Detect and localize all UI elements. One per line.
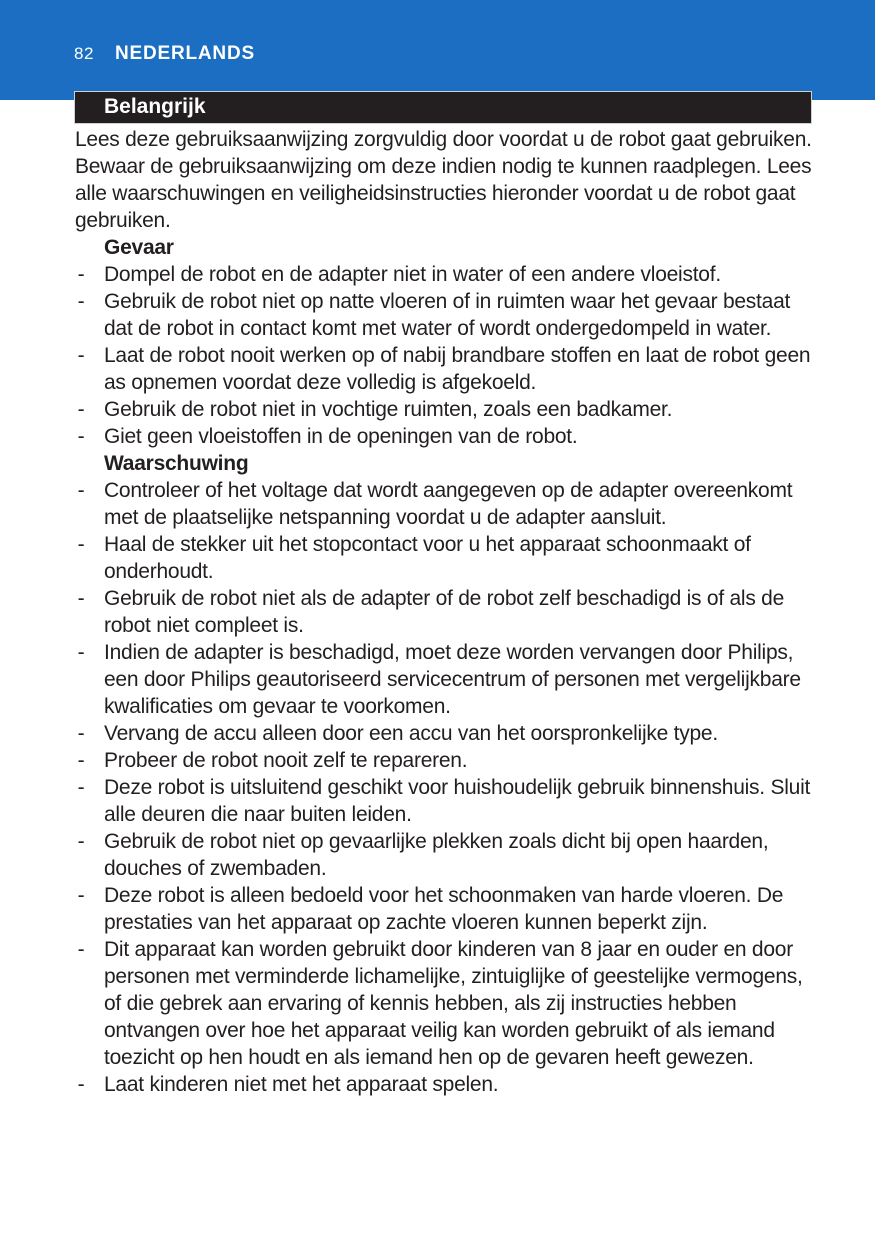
list-item-text: Controleer of het voltage dat wordt aangegeven op de adapter overeenkomt met de plaatselijke netspanning voordat u de adapter aansluit.	[104, 479, 793, 529]
list-item	[75, 936, 815, 1071]
list-item-text: Deze robot is uitsluitend geschikt voor huishoudelijk gebruik binnenshuis. Sluit alle deuren die naar buiten leiden.	[104, 776, 811, 826]
bullet-dash: -	[77, 749, 85, 772]
bullet-dash: -	[77, 425, 85, 448]
list-item	[75, 342, 815, 396]
list-item-text: Laat de robot nooit werken op of nabij brandbare stoffen en laat de robot geen as opnemen voordat deze volledig is afgekoeld.	[104, 344, 811, 394]
list-item-text: Indien de adapter is beschadigd, moet deze worden vervangen door Philips, een door Philips geautoriseerd servicecentrum of personen met vergelijkbare kwalificaties om gevaar te voorkomen.	[104, 641, 801, 718]
list-item	[75, 774, 815, 828]
bullet-dash: -	[77, 884, 85, 907]
list-item	[75, 477, 815, 531]
gevaar-list	[75, 261, 815, 450]
language-heading: NEDERLANDS	[115, 43, 255, 64]
list-item-text: Gebruik de robot niet als de adapter of de robot zelf beschadigd is of als de robot niet compleet is.	[104, 587, 785, 637]
list-item	[75, 288, 815, 342]
list-item	[75, 828, 815, 882]
list-item-text: Giet geen vloeistoffen in de openingen van de robot.	[104, 425, 578, 448]
list-item	[75, 882, 815, 936]
list-item-text: Laat kinderen niet met het apparaat spelen.	[104, 1073, 499, 1096]
bullet-dash: -	[77, 722, 85, 745]
list-item	[75, 261, 815, 288]
list-item-text: Haal de stekker uit het stopcontact voor u het apparaat schoonmaakt of onderhoudt.	[104, 533, 751, 583]
list-item	[75, 585, 815, 639]
list-item	[75, 423, 815, 450]
bullet-dash: -	[77, 479, 85, 502]
list-item	[75, 639, 815, 720]
section-title: Belangrijk	[104, 95, 206, 118]
list-item	[75, 1071, 815, 1098]
page-number: 82	[74, 44, 94, 63]
list-item-text: Dompel de robot en de adapter niet in water of een andere vloeistof.	[104, 263, 721, 286]
bullet-dash: -	[77, 398, 85, 421]
bullet-dash: -	[77, 587, 85, 610]
list-item-text: Gebruik de robot niet op natte vloeren of in ruimten waar het gevaar bestaat dat de robot in contact komt met water of wordt ondergedompeld in water.	[104, 290, 791, 340]
waarschuwing-list	[75, 477, 815, 1098]
list-item	[75, 531, 815, 585]
list-item-text: Deze robot is alleen bedoeld voor het schoonmaken van harde vloeren. De prestaties van het apparaat op zachte vloeren kunnen beperkt zijn.	[104, 884, 784, 934]
bullet-dash: -	[77, 830, 85, 853]
section-title-bar	[75, 92, 811, 123]
bullet-dash: -	[77, 776, 85, 799]
list-item	[75, 396, 815, 423]
bullet-dash: -	[77, 938, 85, 961]
list-item	[75, 720, 815, 747]
list-item-text: Gebruik de robot niet in vochtige ruimten, zoals een badkamer.	[104, 398, 673, 421]
list-item-text: Vervang de accu alleen door een accu van het oorspronkelijke type.	[104, 722, 718, 745]
bullet-dash: -	[77, 263, 85, 286]
gevaar-heading: Gevaar	[104, 236, 174, 259]
bullet-dash: -	[77, 1073, 85, 1096]
list-item-text: Probeer de robot nooit zelf te repareren.	[104, 749, 468, 772]
list-item-text: Gebruik de robot niet op gevaarlijke plekken zoals dicht bij open haarden, douches of zwembaden.	[104, 830, 769, 880]
bullet-dash: -	[77, 641, 85, 664]
document-body	[75, 126, 815, 1098]
waarschuwing-heading: Waarschuwing	[104, 452, 249, 475]
bullet-dash: -	[77, 344, 85, 367]
list-item-text: Dit apparaat kan worden gebruikt door kinderen van 8 jaar en ouder en door personen met verminderde lichamelijke, zintuiglijke of geestelijke vermogens, of die gebrek aan ervaring of kennis hebben, als zij instructies hebben ontvangen over hoe het apparaat veilig kan worden gebruikt of als iemand toezicht op hen houdt en als iemand hen op de gevaren heeft gewezen.	[104, 938, 803, 1069]
bullet-dash: -	[77, 533, 85, 556]
bullet-dash: -	[77, 290, 85, 313]
intro-paragraph: Lees deze gebruiksaanwijzing zorgvuldig door voordat u de robot gaat gebruiken. Bewaar de gebruiksaanwijzing om deze indien nodig te kunnen raadplegen. Lees alle waarschuwingen en veiligheidsinstructies hieronder voordat u de robot gaat gebruiken.	[75, 128, 812, 232]
list-item	[75, 747, 815, 774]
